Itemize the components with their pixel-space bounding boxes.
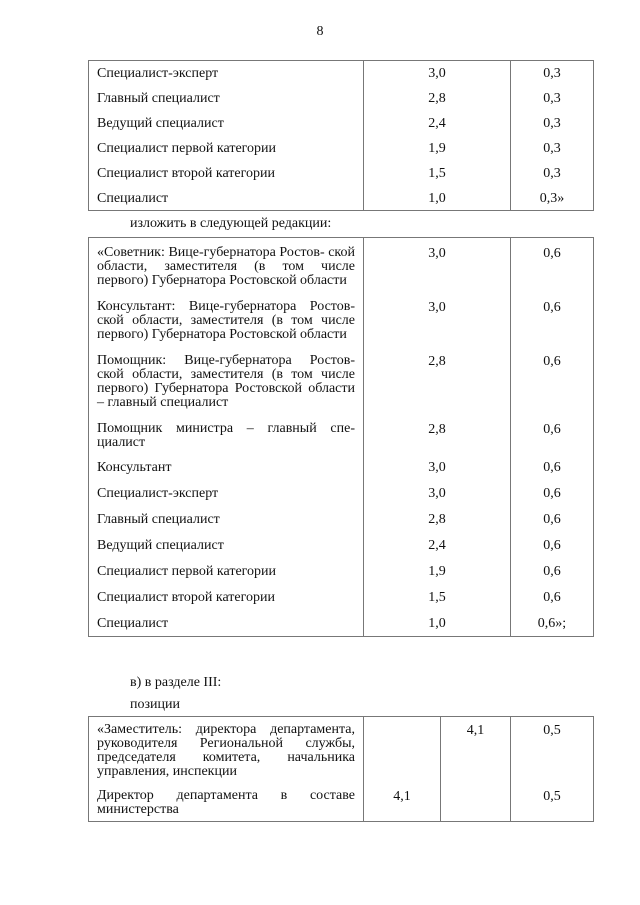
coefficient-value: 0,3 [511, 111, 594, 136]
coefficient-value: 4,1 [364, 783, 441, 822]
position-name: Специалист второй категории [97, 590, 276, 605]
position-name: Специалист [97, 190, 169, 206]
coefficient-value: 2,8 [364, 414, 511, 454]
coefficient-value: 2,4 [364, 532, 511, 558]
coefficient-value: 3,0 [364, 61, 511, 86]
table-row [89, 506, 594, 532]
table-row [89, 414, 594, 454]
paragraph-edit-instruction: изложить в следующей редакции: [130, 216, 332, 231]
position-name: Ведущий специалист [97, 115, 224, 131]
table-row [89, 86, 594, 111]
coefficient-value: 0,3 [511, 61, 594, 86]
coefficient-value: 1,0 [364, 610, 511, 637]
position-name: Помощник: Вице-губернатора Ростов- ской области, заместителя (в том числе первого) Губернатора Ростовской области – главный специалист [97, 353, 355, 410]
coefficient-value: 1,0 [364, 186, 511, 211]
coefficient-value: 0,6 [511, 346, 594, 414]
table-row [89, 161, 594, 186]
position-name: Директор департамента в составе министерства [97, 788, 355, 817]
table-row [89, 783, 594, 822]
coefficient-value: 2,4 [364, 111, 511, 136]
table-row [89, 136, 594, 161]
coefficient-value: 0,3 [511, 161, 594, 186]
position-name: Специалист-эксперт [97, 66, 219, 81]
position-name: Помощник министра – главный спе- циалист [97, 421, 355, 450]
table-row [89, 558, 594, 584]
coefficient-value: 0,6»; [511, 610, 594, 637]
table-row [89, 111, 594, 136]
position-name: Специалист [97, 616, 169, 631]
coefficient-table-section-iii [88, 716, 594, 822]
position-name: Консультант [97, 460, 172, 475]
table-row [89, 454, 594, 480]
page-number: 8 [316, 24, 324, 39]
position-name: «Советник: Вице-губернатора Ростов- ской области, заместителя (в том числе первого) Губернатора Ростовской области [97, 245, 355, 288]
coefficient-value: 0,6 [511, 532, 594, 558]
coefficient-table-old [88, 60, 594, 211]
coefficient-value: 0,5 [511, 783, 594, 822]
coefficient-value: 0,6 [511, 454, 594, 480]
table-row [89, 480, 594, 506]
table-row [89, 61, 594, 86]
table-row [89, 238, 594, 293]
table-row [89, 346, 594, 414]
paragraph-positions: позиции [130, 697, 180, 712]
coefficient-value: 0,6 [511, 584, 594, 610]
coefficient-value: 3,0 [364, 238, 511, 293]
coefficient-value: 1,9 [364, 558, 511, 584]
coefficient-table-new [88, 237, 594, 637]
coefficient-value [441, 783, 511, 822]
coefficient-value: 0,6 [511, 506, 594, 532]
position-name: Главный специалист [97, 512, 220, 527]
coefficient-value: 0,3» [511, 186, 594, 211]
table-row [89, 610, 594, 637]
coefficient-value: 0,6 [511, 558, 594, 584]
coefficient-value: 3,0 [364, 292, 511, 346]
position-name: Главный специалист [97, 90, 220, 106]
coefficient-value: 0,6 [511, 238, 594, 293]
position-name: «Заместитель: директора департамента, руководителя Региональной службы, председателя комитета, начальника управления, инспекции [97, 722, 355, 779]
coefficient-value [364, 717, 441, 784]
position-name: Специалист первой категории [97, 564, 277, 579]
coefficient-value: 0,6 [511, 480, 594, 506]
table-row [89, 532, 594, 558]
coefficient-value: 1,5 [364, 161, 511, 186]
position-name: Специалист первой категории [97, 140, 277, 156]
coefficient-value: 3,0 [364, 454, 511, 480]
coefficient-value: 1,5 [364, 584, 511, 610]
coefficient-value: 3,0 [364, 480, 511, 506]
coefficient-value: 0,3 [511, 136, 594, 161]
coefficient-value: 4,1 [441, 717, 511, 784]
coefficient-value: 0,6 [511, 292, 594, 346]
position-name: Специалист-эксперт [97, 486, 219, 501]
coefficient-value: 2,8 [364, 86, 511, 111]
coefficient-value: 1,9 [364, 136, 511, 161]
position-name: Консультант: Вице-губернатора Ростов- ской области, заместителя (в том числе первого) Губернатора Ростовской области [97, 299, 355, 342]
position-name: Ведущий специалист [97, 538, 224, 553]
table-row [89, 186, 594, 211]
coefficient-value: 2,8 [364, 346, 511, 414]
coefficient-value: 0,6 [511, 414, 594, 454]
coefficient-value: 0,5 [511, 717, 594, 784]
coefficient-value: 0,3 [511, 86, 594, 111]
table-row [89, 292, 594, 346]
table-row [89, 717, 594, 784]
position-name: Специалист второй категории [97, 165, 276, 181]
paragraph-section-reference: в) в разделе III: [130, 675, 222, 690]
coefficient-value: 2,8 [364, 506, 511, 532]
table-row [89, 584, 594, 610]
